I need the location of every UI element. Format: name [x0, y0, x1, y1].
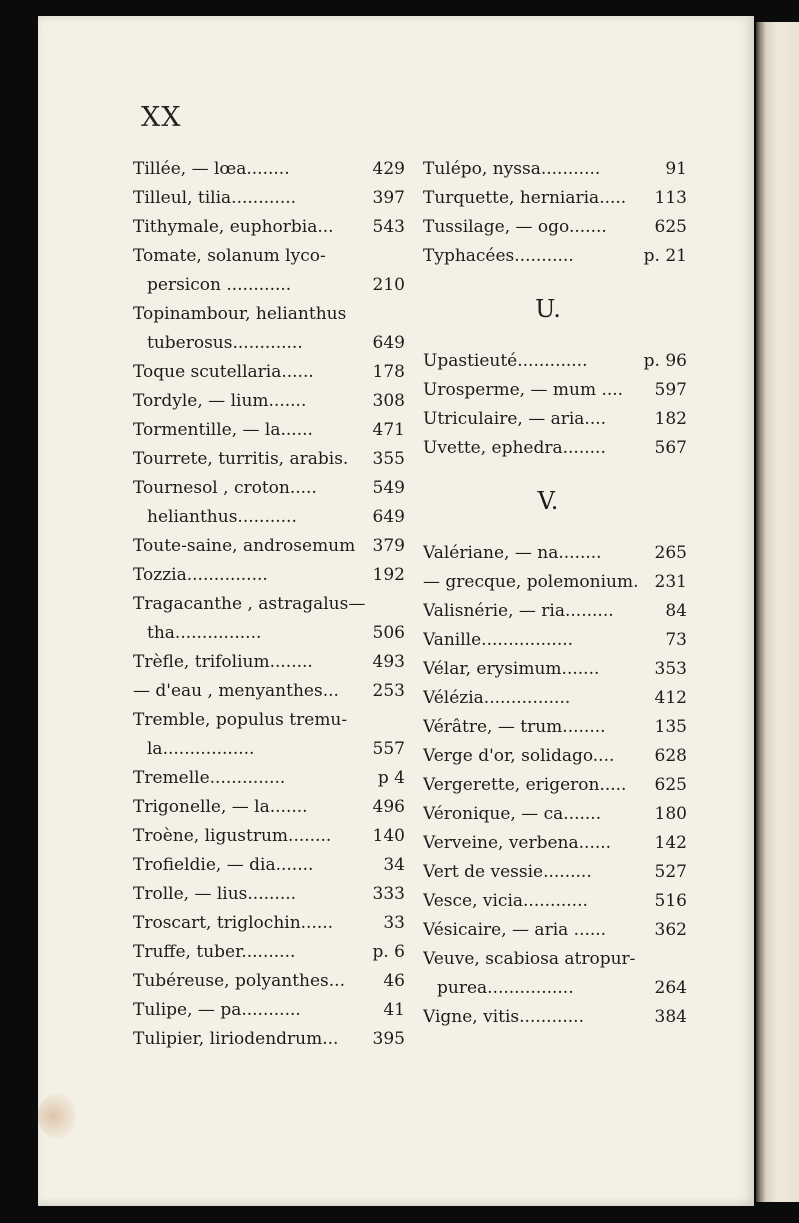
entry-text: Uvette, ephedra........	[423, 438, 606, 458]
section-letter: V.	[537, 487, 559, 515]
index-entry	[423, 597, 687, 626]
entry-text: Toute-saine, androsemum	[133, 536, 356, 556]
index-entry	[423, 434, 687, 463]
index-entry	[423, 974, 687, 1003]
entry-text: Tillée, — lœa........	[133, 159, 290, 179]
index-entry	[133, 474, 405, 503]
index-entry	[423, 655, 687, 684]
entry-text: Tubéreuse, polyanthes...	[133, 971, 345, 991]
entry-page-number: 41	[383, 1000, 405, 1020]
entry-page-number: 395	[372, 1029, 405, 1049]
entry-page-number: 429	[372, 159, 405, 179]
index-entry	[133, 184, 405, 213]
entry-text: Valisnérie, — ria.........	[423, 601, 614, 621]
index-entry	[423, 242, 687, 271]
entry-page-number: 506	[372, 623, 405, 643]
entry-page-number: 625	[654, 217, 687, 237]
entry-text: la.................	[147, 739, 255, 759]
index-entry	[133, 271, 405, 300]
entry-text: Vert de vessie.........	[423, 862, 592, 882]
entry-text: Trèfle, trifolium........	[133, 652, 313, 672]
entry-text: — d'eau , menyanthes...	[133, 681, 339, 701]
entry-text: Tragacanthe , astragalus—	[133, 594, 366, 614]
entry-text: Vergerette, erigeron.....	[423, 775, 627, 795]
index-entry	[133, 648, 405, 677]
entry-page-number: p. 21	[643, 246, 687, 266]
entry-page-number: 333	[372, 884, 405, 904]
entry-text: Tormentille, — la......	[133, 420, 313, 440]
entry-text: Tulipier, liriodendrum...	[133, 1029, 339, 1049]
entry-text: tuberosus.............	[147, 333, 303, 353]
entry-text: Tulépo, nyssa...........	[423, 159, 601, 179]
entry-page-number: 84	[665, 601, 687, 621]
entry-text: — grecque, polemonium.	[423, 572, 639, 592]
entry-text: Tomate, solanum lyco-	[133, 246, 326, 266]
index-entry	[133, 1025, 405, 1054]
index-entry	[423, 945, 687, 974]
entry-page-number: 362	[654, 920, 687, 940]
entry-page-number: 180	[654, 804, 687, 824]
entry-page-number: 549	[372, 478, 405, 498]
entry-text: Typhacées...........	[423, 246, 574, 266]
index-column-left	[133, 155, 405, 1054]
index-entry	[423, 771, 687, 800]
index-entry	[133, 967, 405, 996]
entry-page-number: p. 6	[372, 942, 405, 962]
entry-text: Verge d'or, solidago....	[423, 746, 615, 766]
entry-page-number: 527	[654, 862, 687, 882]
entry-text: persicon ............	[147, 275, 292, 295]
entry-page-number: 182	[654, 409, 687, 429]
entry-page-number: 113	[654, 188, 687, 208]
entry-text: Trigonelle, — la.......	[133, 797, 308, 817]
index-entry	[133, 387, 405, 416]
entry-page-number: 265	[654, 543, 687, 563]
entry-page-number: 379	[372, 536, 405, 556]
entry-text: Urosperme, — mum ....	[423, 380, 624, 400]
paper-stain	[38, 1093, 76, 1139]
index-entry	[133, 242, 405, 271]
entry-text: Vanille.................	[423, 630, 574, 650]
index-entry	[423, 184, 687, 213]
entry-page-number: 253	[372, 681, 405, 701]
index-entry	[133, 329, 405, 358]
index-entry	[133, 706, 405, 735]
entry-page-number: 355	[372, 449, 405, 469]
index-entry	[423, 829, 687, 858]
index-entry	[423, 539, 687, 568]
entry-page-number: 471	[372, 420, 405, 440]
entry-text: Tremble, populus tremu-	[133, 710, 348, 730]
index-entry	[133, 358, 405, 387]
index-entry	[423, 713, 687, 742]
entry-page-number: 496	[372, 797, 405, 817]
entry-text: Veuve, scabiosa atropur-	[423, 949, 636, 969]
entry-text: Verveine, verbena......	[423, 833, 612, 853]
index-entry	[133, 155, 405, 184]
entry-page-number: 135	[654, 717, 687, 737]
entry-page-number: 140	[372, 826, 405, 846]
index-entry	[133, 445, 405, 474]
entry-text: Troène, ligustrum........	[133, 826, 332, 846]
entry-text: Vigne, vitis............	[423, 1007, 584, 1027]
index-entry	[133, 300, 405, 329]
index-entry	[133, 735, 405, 764]
entry-text: Tournesol , croton.....	[133, 478, 317, 498]
entry-page-number: 73	[665, 630, 687, 650]
entry-text: Trofieldie, — dia.......	[133, 855, 314, 875]
entry-page-number: p. 96	[643, 351, 687, 371]
index-entry	[423, 1003, 687, 1032]
entry-page-number: 557	[372, 739, 405, 759]
entry-text: Vesce, vicia............	[423, 891, 588, 911]
index-entry	[423, 155, 687, 184]
index-entry	[133, 880, 405, 909]
entry-page-number: 192	[372, 565, 405, 585]
index-column-right	[423, 155, 687, 1032]
entry-text: Trolle, — lius.........	[133, 884, 297, 904]
entry-text: Véronique, — ca.......	[423, 804, 602, 824]
index-entry	[133, 532, 405, 561]
entry-page-number: 142	[654, 833, 687, 853]
entry-page-number: 33	[383, 913, 405, 933]
entry-page-number: 567	[654, 438, 687, 458]
index-entry	[423, 916, 687, 945]
entry-page-number: 628	[654, 746, 687, 766]
entry-text: Utriculaire, — aria....	[423, 409, 607, 429]
index-entry	[423, 887, 687, 916]
index-entry	[133, 851, 405, 880]
entry-text: Tithymale, euphorbia...	[133, 217, 334, 237]
entry-text: Tilleul, tilia............	[133, 188, 297, 208]
entry-page-number: 231	[654, 572, 687, 592]
entry-text: purea................	[437, 978, 574, 998]
entry-text: Vérâtre, — trum........	[423, 717, 606, 737]
index-entry	[133, 677, 405, 706]
index-entry	[133, 793, 405, 822]
entry-page-number: 46	[383, 971, 405, 991]
entry-page-number: 178	[372, 362, 405, 382]
index-entry	[133, 822, 405, 851]
index-entry	[423, 376, 687, 405]
entry-text: Tozzia...............	[133, 565, 268, 585]
entry-page-number: 91	[665, 159, 687, 179]
index-entry	[423, 800, 687, 829]
index-entry	[423, 347, 687, 376]
entry-page-number: 384	[654, 1007, 687, 1027]
index-entry	[423, 626, 687, 655]
entry-page-number: 353	[654, 659, 687, 679]
index-entry	[423, 213, 687, 242]
index-entry	[133, 590, 405, 619]
entry-text: Turquette, herniaria.....	[423, 188, 627, 208]
entry-page-number: 649	[372, 507, 405, 527]
entry-page-number: 543	[372, 217, 405, 237]
entry-page-number: 397	[372, 188, 405, 208]
index-entry	[133, 503, 405, 532]
entry-text: Vésicaire, — aria ......	[423, 920, 607, 940]
entry-text: Valériane, — na........	[423, 543, 602, 563]
entry-page-number: 516	[654, 891, 687, 911]
index-entry	[133, 996, 405, 1025]
index-entry	[423, 405, 687, 434]
index-entry	[133, 561, 405, 590]
entry-page-number: 412	[654, 688, 687, 708]
entry-text: Tourrete, turritis, arabis.	[133, 449, 349, 469]
index-entry	[133, 619, 405, 648]
index-entry	[423, 684, 687, 713]
entry-page-number: 493	[372, 652, 405, 672]
entry-text: Tordyle, — lium.......	[133, 391, 307, 411]
index-entry	[423, 568, 687, 597]
entry-page-number: 625	[654, 775, 687, 795]
index-entry	[133, 938, 405, 967]
index-entry	[133, 764, 405, 793]
entry-text: Troscart, triglochin......	[133, 913, 334, 933]
entry-page-number: 210	[372, 275, 405, 295]
entry-page-number: 308	[372, 391, 405, 411]
entry-page-number: 597	[654, 380, 687, 400]
entry-text: Vélar, erysimum.......	[423, 659, 600, 679]
entry-text: Topinambour, helianthus	[133, 304, 347, 324]
index-entry	[133, 213, 405, 242]
entry-page-number: 649	[372, 333, 405, 353]
entry-text: Toque scutellaria......	[133, 362, 314, 382]
entry-text: tha................	[147, 623, 262, 643]
entry-text: helianthus...........	[147, 507, 297, 527]
entry-text: Tremelle..............	[133, 768, 286, 788]
entry-text: Tussilage, — ogo.......	[423, 217, 607, 237]
entry-text: Truffe, tuber..........	[133, 942, 296, 962]
index-entry	[423, 742, 687, 771]
index-entry	[133, 416, 405, 445]
entry-text: Upastieuté.............	[423, 351, 588, 371]
entry-page-number: 34	[383, 855, 405, 875]
section-letter: U.	[535, 295, 561, 323]
index-entry	[423, 858, 687, 887]
entry-page-number: p 4	[377, 768, 405, 788]
entry-page-number: 264	[654, 978, 687, 998]
index-entry	[133, 909, 405, 938]
entry-text: Tulipe, — pa...........	[133, 1000, 301, 1020]
page-number-header: XX	[141, 102, 182, 133]
entry-text: Vélézia................	[423, 688, 571, 708]
next-page-edge	[756, 22, 799, 1202]
